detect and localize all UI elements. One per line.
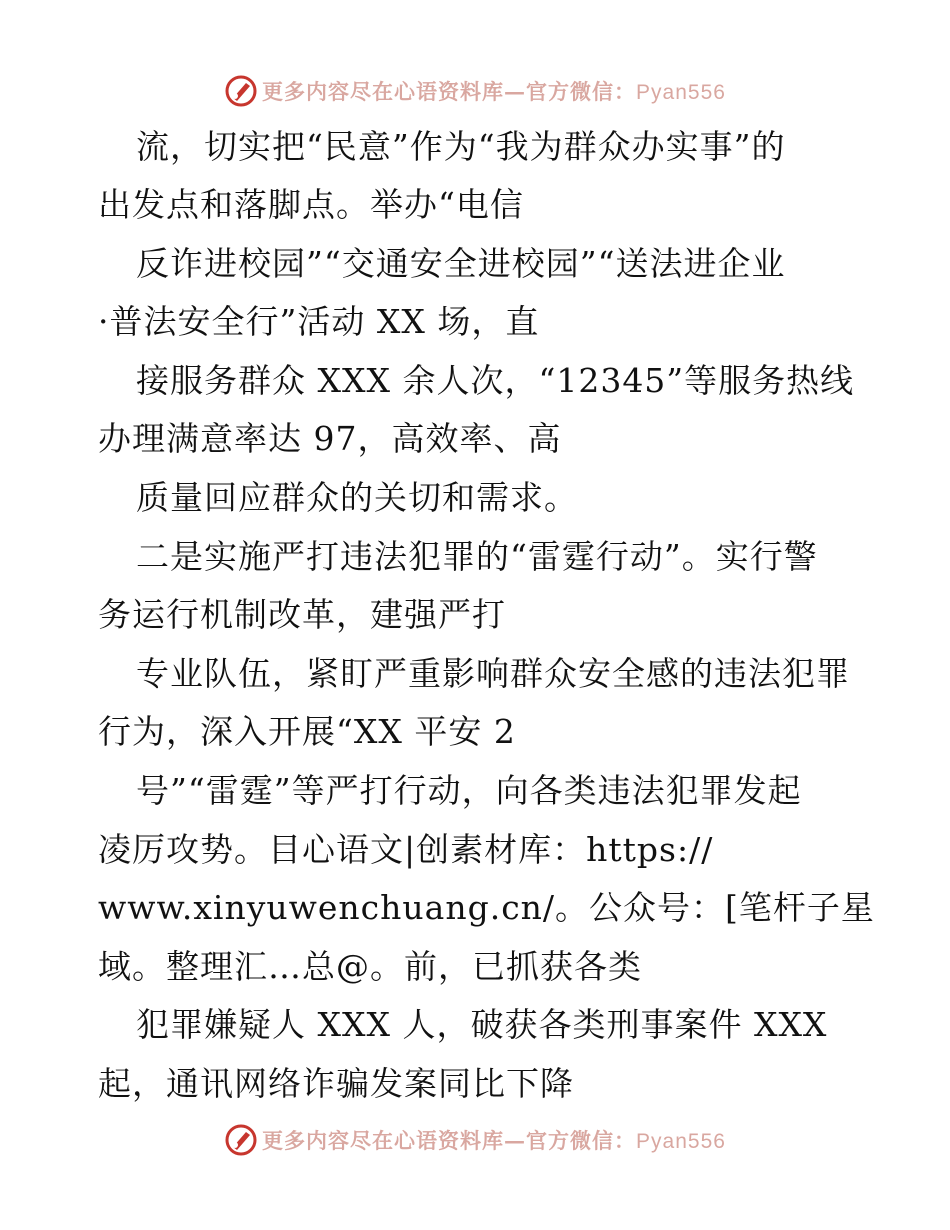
text-line: 专业队伍，紧盯严重影响群众安全感的违法犯罪 [136, 654, 850, 693]
banner-label: 更多内容尽在心语资料库—官方微信： [262, 1128, 637, 1153]
text-line: 号”“雷霆”等严打行动，向各类违法犯罪发起 [136, 771, 802, 810]
text-line: 凌厉攻势。目心语文|创素材库：https:// [98, 830, 714, 869]
text-line: 流，切实把“民意”作为“我为群众办实事”的 [136, 127, 786, 166]
text-line: 犯罪嫌疑人 XXX 人，破获各类刑事案件 XXX [136, 1005, 828, 1044]
logo-icon [224, 1123, 258, 1157]
header-banner [0, 71, 950, 111]
footer-banner [0, 1120, 950, 1160]
wechat-id: Pyan556 [636, 1130, 726, 1153]
text-line: 办理满意率达 97，高效率、高 [98, 419, 562, 458]
footer-banner-text [262, 1125, 726, 1155]
text-line: 出发点和落脚点。举办“电信 [98, 185, 524, 224]
header-banner-text [262, 76, 726, 106]
logo-icon [224, 74, 258, 108]
text-line: 接服务群众 XXX 余人次，“12345”等服务热线 [136, 361, 855, 400]
text-line: www.xinyuwenchuang.cn/。公众号：[笔杆子星 [98, 888, 875, 927]
text-line: 反诈进校园”“交通安全进校园”“送法进企业 [136, 244, 786, 283]
text-line: 二是实施严打违法犯罪的“雷霆行动”。实行警 [136, 537, 818, 576]
banner-label: 更多内容尽在心语资料库—官方微信： [262, 79, 637, 104]
text-line: 行为，深入开展“XX 平安 2 [98, 712, 516, 751]
text-line: 务运行机制改革，建强严打 [98, 595, 506, 634]
text-line: 质量回应群众的关切和需求。 [136, 478, 578, 517]
text-line: 域。整理汇…总@。前，已抓获各类 [98, 947, 642, 986]
wechat-id: Pyan556 [636, 81, 726, 104]
text-line: ·普法安全行”活动 XX 场，直 [98, 302, 540, 341]
text-line: 起，通讯网络诈骗发案同比下降 [98, 1064, 574, 1103]
